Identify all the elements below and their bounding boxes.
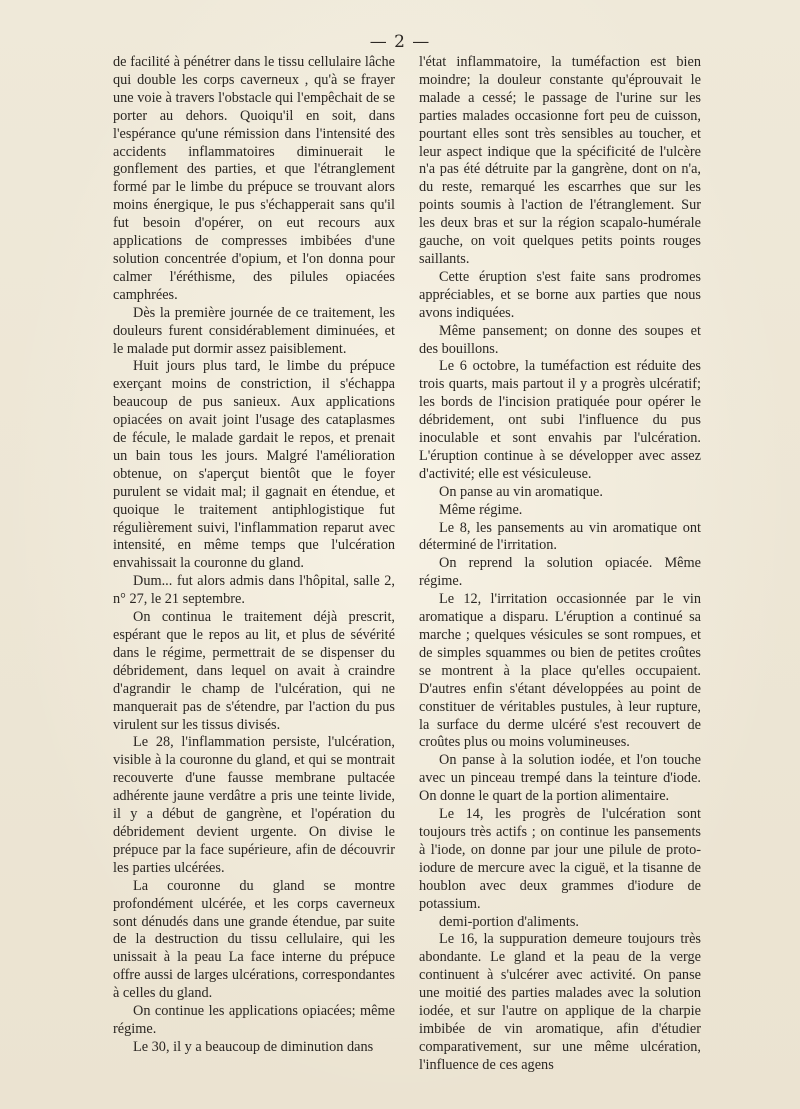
paragraph: Le 6 octobre, la tuméfaction est réduite des trois quarts, mais partout il y a progrès ulcératif; les bords de l'incision pratiquée pour opérer le débridement, ont subi l'influence du pus inoculable et sont envahis par l'ulcération. L'éruption continue à se développer avec assez d'activité; elle est vésiculeuse.	[419, 358, 701, 482]
paragraph: On reprend la solution opiacée. Même régime.	[419, 555, 701, 590]
paragraph: On panse au vin aromatique.	[439, 483, 603, 500]
paragraph: Le 12, l'irritation occasionnée par le vin aromatique a disparu. L'éruption a continué sa marche ; quelques vésicules se sont rompues, et de simples squammes ou bien de petites croûtes se montrent à la place qu'elles occupaient. D'autres enfin s'étant développées au point de constituer de véritables pustules, à leur rupture, la surface du derme ulcéré s'est recouvert de croûtes plus ou moins volumineuses.	[419, 591, 701, 751]
paragraph: Le 14, les progrès de l'ulcération sont toujours très actifs ; on continue les pansements à l'iode, on donne par jour une pilule de proto-iodure de mercure avec la ciguë, et la tisanne de houblon avec deux grammes d'iodure de potassium.	[419, 806, 701, 912]
paragraph: Le 28, l'inflammation persiste, l'ulcération, visible à la couronne du gland, et qui se montrait recouverte d'une fausse membrane pultacée adhérente jaune verdâtre a pris une teinte livide, il y a début de gangrène, et l'opération du débridement devient urgente. On divise le prépuce par la face supérieure, afin de découvrir les parties ulcérées.	[113, 734, 395, 876]
paragraph: Huit jours plus tard, le limbe du prépuce exerçant moins de constriction, il s'échappa beaucoup de pus sanieux. Aux applications opiacées on avait joint l'usage des cataplasmes de fécule, le malade gardait le repos, et prenait un bain tous les jours. Malgré l'amélioration obtenue, on s'aperçut bientôt que le foyer purulent se vidait mal; il gagnait en étendue, et quoique le traitement antiphlogistique fut régulièrement suivi, l'inflammation reparut avec intensité, en même temps que l'ulcération envahissait la couronne du gland.	[113, 358, 395, 572]
paragraph: On continua le traitement déjà prescrit, espérant que le repos au lit, et plus de sévérité dans le régime, permettrait de se dispenser du débridement, dans lequel on avait à craindre d'agrandir le champ de l'ulcération, qui ne manquerait pas de s'étendre, par l'action du pus virulent sur les tissus divisés.	[113, 609, 395, 733]
paragraph: Cette éruption s'est faite sans prodromes appréciables, et se borne aux parties que nous avons indiquées.	[419, 268, 701, 321]
paragraph: On panse à la solution iodée, et l'on touche avec un pinceau trempé dans la teinture d'iode. On donne le quart de la portion alimentaire.	[419, 752, 701, 805]
paragraph: Dès la première journée de ce traitement, les douleurs furent considérablement diminuées, et le malade put dormir assez paisiblement.	[113, 304, 395, 357]
paragraph: Le 16, la suppuration demeure toujours très abondante. Le gland et la peau de la verge continuent à s'ulcérer avec activité. On panse une moitié des parties malades avec la solution iodée, et sur l'autre on applique de la charpie imbibée de vin aromatique, afin d'étudier comparativement, sur une même ulcération, l'influence de ces agens	[419, 931, 701, 1073]
paragraph: Même régime.	[439, 501, 523, 518]
paragraph: Même pansement; on donne des soupes et des bouillons.	[419, 322, 701, 357]
paragraph: On continue les applications opiacées; même régime.	[113, 1003, 395, 1037]
paragraph: Le 8, les pansements au vin aromatique ont déterminé de l'irritation.	[419, 519, 701, 554]
left-text-column	[113, 54, 395, 1057]
paragraph: Dum... fut alors admis dans l'hôpital, salle 2, n° 27, le 21 septembre.	[113, 573, 395, 608]
paragraph: La couronne du gland se montre profondément ulcérée, et les corps caverneux sont dénudés dans une grande étendue, par suite de la destruction du tissu cellulaire, qui les unissait à la peau La face interne du prépuce offre aussi de larges ulcérations, correspondantes à celles du gland.	[113, 877, 395, 1002]
paragraph: l'état inflammatoire, la tuméfaction est bien moindre; la douleur constante qu'éprouvait le malade a cessé; le passage de l'urine sur les parties malades occasionne fort peu de cuisson, pourtant elles sont très sensibles au toucher, et leur aspect indique que la spécificité de l'ulcère n'a pas été détruite par la gangrène, dont on n'a, du reste, remarqué les escarrhes que sur les points soumis à l'action de l'étranglement. Sur les deux bras et sur la région scapalo-humérale gauche, on voit quelques petits points rouges saillants.	[419, 54, 701, 267]
right-text-column	[419, 54, 701, 1075]
paragraph: de facilité à pénétrer dans le tissu cellulaire lâche qui double les corps caverneux , qu'à se frayer une voie à travers l'obstacle qui l'empêchait de se porter au dehors. Quoiqu'il en soit, dans l'espérance qu'une rémission dans l'intensité des accidents inflammatoires diminuerait le gonflement des parties, et que l'étranglement formé par le limbe du prépuce se trouvant alors moins énergique, le pus s'échapperait sans qu'il fut besoin d'opérer, on eut recours aux applications de compresses imbibées d'une solution concentrée d'opium, et l'on donna pour calmer l'éréthisme, des pilules opiacées camphrées.	[113, 54, 395, 303]
page-number: — 2 —	[369, 32, 431, 52]
paragraph: demi-portion d'aliments.	[439, 913, 579, 930]
paragraph: Le 30, il y a beaucoup de diminution dans	[133, 1038, 374, 1055]
